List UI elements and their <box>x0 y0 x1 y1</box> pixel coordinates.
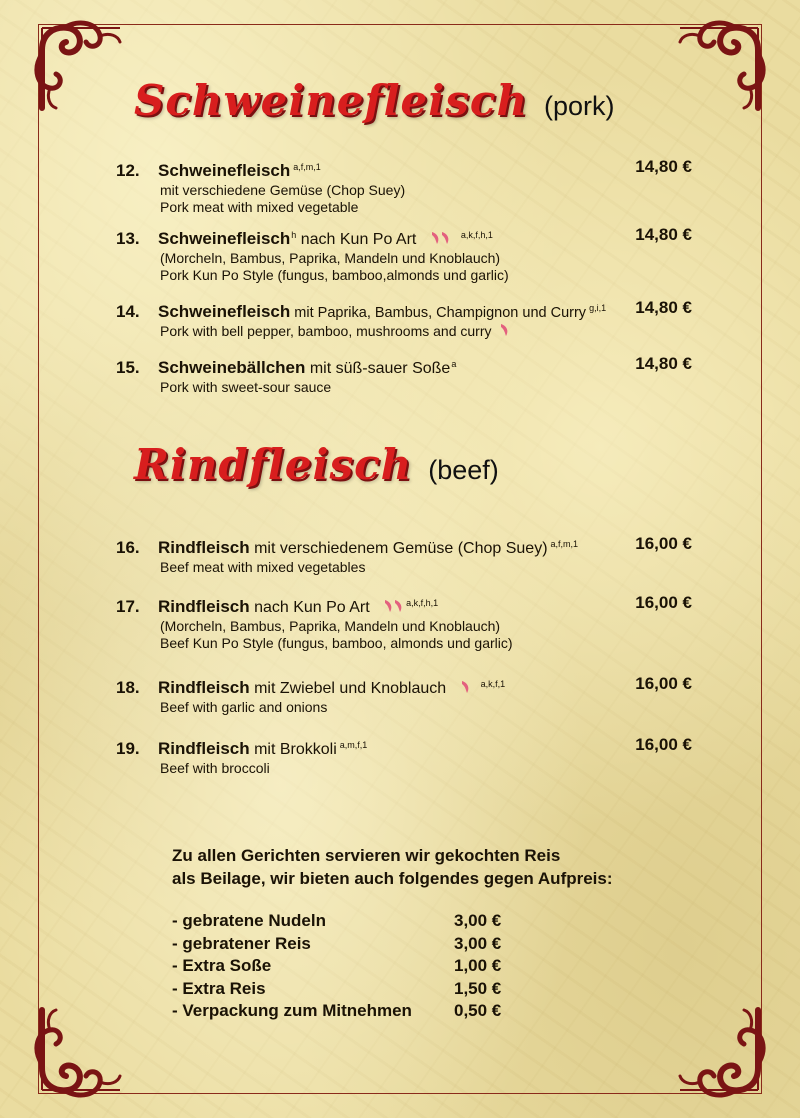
dish-name-rest: nach Kun Po Art <box>249 599 370 616</box>
dish-number: 19. <box>116 739 140 758</box>
allergen-codes: h <box>291 230 297 240</box>
corner-ornament-top-left <box>34 20 126 112</box>
dish-name: Schweinebällchen <box>158 358 306 377</box>
dish-number: 13. <box>116 229 140 248</box>
dish-14 <box>116 298 692 340</box>
dish-price: 16,00 € <box>635 534 692 553</box>
dish-number: 14. <box>116 302 140 321</box>
dish-16 <box>116 534 692 576</box>
dish-description: Pork with bell pepper, bamboo, mushrooms and curry <box>160 323 492 339</box>
dish-description: Beef Kun Po Style (fungus, bamboo, almonds und garlic) <box>160 635 513 651</box>
scroll-ornament-icon <box>34 1006 126 1098</box>
dish-15 <box>116 354 692 396</box>
spicy-indicator <box>431 231 451 245</box>
extra-item <box>172 910 512 933</box>
dish-name-rest: nach Kun Po Art <box>296 231 417 248</box>
chili-pepper-icon <box>498 323 510 337</box>
dish-name: Schweinefleisch <box>158 229 291 248</box>
extra-item <box>172 1000 512 1023</box>
allergen-codes: a,f,m,1 <box>293 162 321 172</box>
dish-name-rest: mit verschiedenem Gemüse (Chop Suey) <box>249 540 548 557</box>
allergen-codes: a,f,m,1 <box>550 539 579 549</box>
chili-pepper-icon <box>439 231 451 245</box>
dish-price: 16,00 € <box>635 674 692 693</box>
extras-list <box>172 910 512 1023</box>
section-heading: Rindfleisch <box>134 440 413 489</box>
extra-price: 3,00 € <box>454 911 502 930</box>
dish-number: 17. <box>116 597 140 616</box>
extra-price: 3,00 € <box>454 933 502 953</box>
dish-price: 14,80 € <box>635 225 692 244</box>
rice-note <box>172 844 613 890</box>
allergen-codes: a,k,f,h,1 <box>406 598 439 608</box>
dish-name-rest: mit Paprika, Bambus, Champignon und Curry <box>290 305 587 321</box>
allergen-codes: a,k,f,h,1 <box>460 230 493 240</box>
extra-price: 0,50 € <box>454 1001 502 1020</box>
dish-price: 14,80 € <box>635 354 692 373</box>
rice-note-line: als Beilage, wir bieten auch folgendes gegen Aufpreis: <box>172 869 613 888</box>
allergen-codes: a,k,f,1 <box>480 679 506 689</box>
extra-price: 1,50 € <box>454 978 502 998</box>
section-title-beef <box>134 440 499 489</box>
dish-description: Beef with garlic and onions <box>160 699 328 715</box>
extra-item <box>172 978 512 1001</box>
dish-18 <box>116 674 692 716</box>
dish-name-rest: mit süß-sauer Soße <box>305 360 451 377</box>
dish-price: 14,80 € <box>635 298 692 317</box>
dish-number: 18. <box>116 678 140 697</box>
dish-description: Pork with sweet-sour sauce <box>160 379 332 395</box>
dish-price: 16,00 € <box>635 735 692 754</box>
allergen-codes: a <box>451 359 457 369</box>
dish-name: Rindfleisch <box>158 739 250 758</box>
dish-description: (Morcheln, Bambus, Paprika, Mandeln und Knoblauch) <box>160 250 501 266</box>
dish-name: Rindfleisch <box>158 678 250 697</box>
dish-number: 15. <box>116 358 140 377</box>
scroll-ornament-icon <box>674 20 766 112</box>
chili-pepper-icon <box>459 680 471 694</box>
corner-ornament-bottom-left <box>34 1006 126 1098</box>
extra-item <box>172 955 512 978</box>
section-subtitle: (pork) <box>543 91 615 121</box>
chili-pepper-icon <box>392 599 404 613</box>
allergen-codes: a,m,f,1 <box>339 740 368 750</box>
dish-19 <box>116 735 692 777</box>
dish-name: Rindfleisch <box>158 538 250 557</box>
scroll-ornament-icon <box>674 1006 766 1098</box>
scroll-ornament-icon <box>34 20 126 112</box>
dish-name-rest: mit Zwiebel und Knoblauch <box>249 680 447 697</box>
allergen-codes: g,i,1 <box>589 303 607 313</box>
extra-label: - gebratene Nudeln <box>172 911 326 930</box>
dish-13 <box>116 225 692 284</box>
section-title-pork <box>134 76 615 125</box>
extra-item <box>172 933 512 956</box>
dish-description: (Morcheln, Bambus, Paprika, Mandeln und Knoblauch) <box>160 618 501 634</box>
extra-label: - Extra Soße <box>172 956 272 975</box>
dish-name: Schweinefleisch <box>158 161 291 180</box>
dish-description: Beef with broccoli <box>160 760 270 776</box>
dish-price: 14,80 € <box>635 157 692 176</box>
extra-label: - gebratener Reis <box>172 933 311 953</box>
dish-name: Rindfleisch <box>158 597 250 616</box>
dish-number: 16. <box>116 538 140 557</box>
dish-description: Pork meat with mixed vegetable <box>160 199 359 215</box>
dish-price: 16,00 € <box>635 593 692 612</box>
dish-12 <box>116 157 692 216</box>
corner-ornament-top-right <box>674 20 766 112</box>
extra-label: - Extra Reis <box>172 978 266 998</box>
spicy-indicator <box>384 599 404 613</box>
section-heading: Schweinefleisch <box>134 76 528 125</box>
dish-name-rest: mit Brokkoli <box>249 741 337 758</box>
dish-name: Schweinefleisch <box>158 302 291 321</box>
corner-ornament-bottom-right <box>674 1006 766 1098</box>
extra-price: 1,00 € <box>454 956 502 975</box>
section-subtitle: (beef) <box>428 455 499 485</box>
dish-description: mit verschiedene Gemüse (Chop Suey) <box>160 182 406 198</box>
rice-note-line: Zu allen Gerichten servieren wir gekochten Reis <box>172 846 561 865</box>
dish-description: Beef meat with mixed vegetables <box>160 559 366 575</box>
dish-number: 12. <box>116 161 140 180</box>
dish-17 <box>116 593 692 652</box>
extra-label: - Verpackung zum Mitnehmen <box>172 1001 412 1020</box>
dish-description: Pork Kun Po Style (fungus, bamboo,almonds und garlic) <box>160 267 509 283</box>
